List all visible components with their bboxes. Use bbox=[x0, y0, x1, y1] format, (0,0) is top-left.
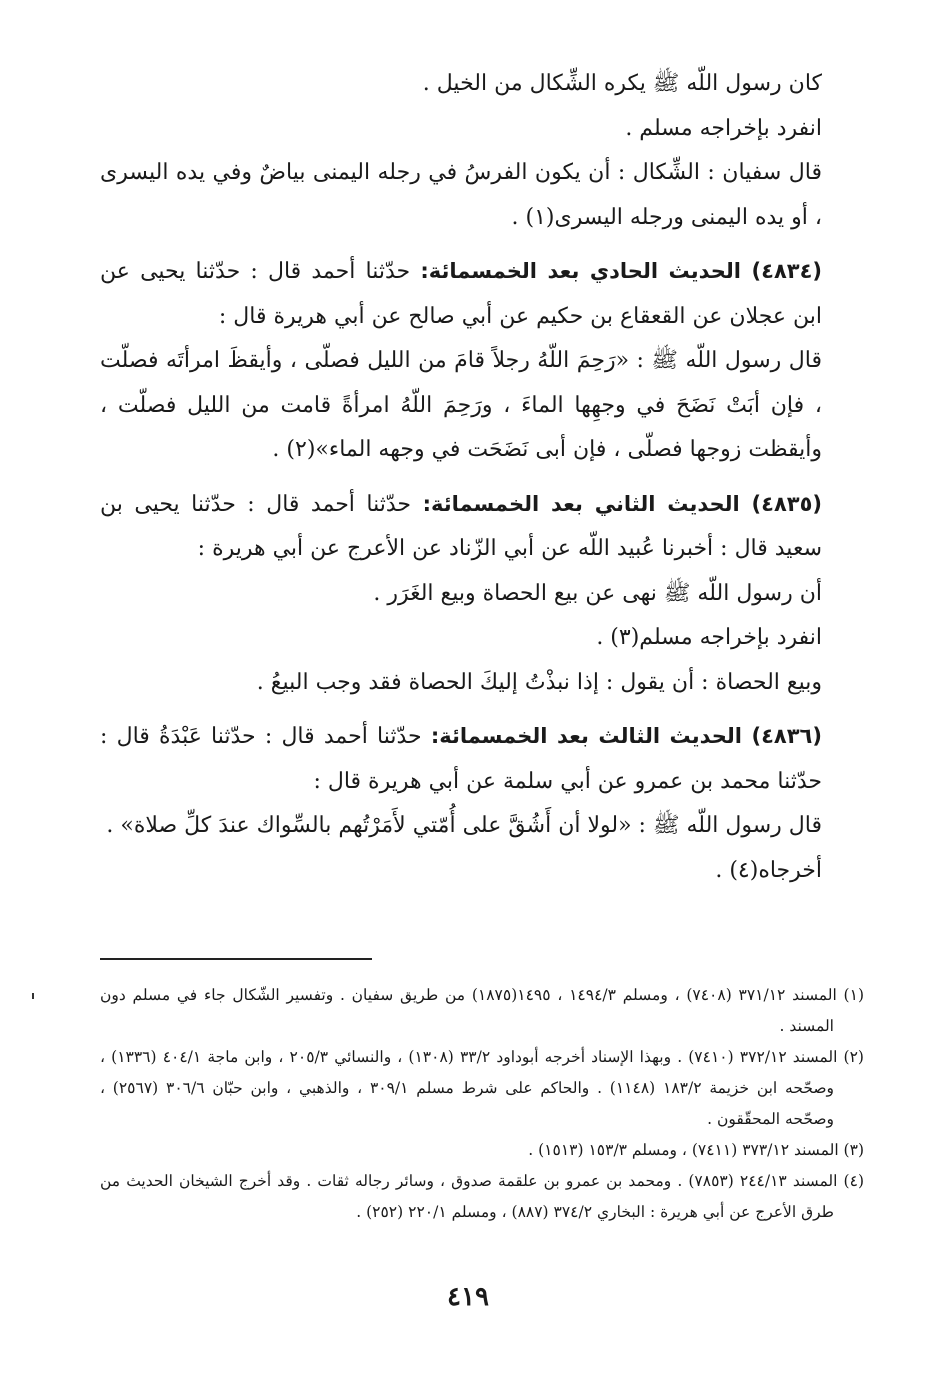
footnote: (٢) المسند ٣٧٢/١٢ (٧٤١٠) . وبهذا الإسناد أخرجه أبوداود ٣٣/٢ (١٣٠٨) ، والنسائي ٢٠٥/٣ ، وابن ماجة ٤٠٤/١ (١٣٣٦) ، وصحّحه ابن خزيمة ١٨٣/٢ (١١٤٨) . والحاكم على شرط مسلم ٣٠٩/١ ، والذهبي ، وابن حبّان ٣٠٦/٦ (٢٥٦٧) ، وصحّحه المحقّقون . bbox=[100, 1048, 864, 1128]
isnad-text: حدّثنا أحمد قال : حدّثنا عَبْدَةُ قال : حدّثنا محمد بن عمرو عن أبي سلمة عن أبي هريرة قال : bbox=[100, 724, 822, 794]
explanation-text: قال سفيان : الشِّكال : أن يكون الفرسُ في رجله اليمنى بياضٌ وفي يده اليسرى ، أو يده اليمنى ورجله اليسرى(١) . bbox=[100, 160, 822, 230]
footnotes bbox=[100, 980, 864, 1228]
footnote-separator bbox=[100, 958, 372, 960]
hadith-text: قال رسول اللّه ﷺ : «رَحِمَ اللّهُ رجلاً قامَ من الليل فصلّى ، وأيقظَ امرأتَه فصلّت ، فإن أبَتْ نَضَحَ في وجهِها الماءَ ، ورَحِمَ اللّهُ امرأةً قامت من الليل فصلّت ، وأيقظت زوجها فصلّى ، فإن أبى نَضَحَت في وجهه الماء»(٢) . bbox=[100, 348, 822, 462]
hadith-block bbox=[100, 714, 864, 804]
takhrij-note: انفرد بإخراجه مسلم . bbox=[625, 115, 822, 141]
hadith-heading: (٤٨٣٦) الحديث الثالث بعد الخمسمائة: bbox=[430, 724, 822, 748]
footnote: (٣) المسند ٣٧٣/١٢ (٧٤١١) ، ومسلم ١٥٣/٣ (١٥١٣) . bbox=[528, 1141, 864, 1159]
takhrij-note: أخرجاه(٤) . bbox=[715, 857, 822, 883]
hadith-text: أن رسول اللّه ﷺ نهى عن بيع الحصاة وبيع الغَرَر . bbox=[373, 580, 822, 606]
hadith-block bbox=[100, 249, 864, 339]
takhrij-note: انفرد بإخراجه مسلم(٣) . bbox=[596, 625, 822, 650]
hadith-text: كان رسول اللّه ﷺ يكره الشِّكال من الخيل . bbox=[422, 71, 822, 96]
hadith-heading: (٤٨٣٥) الحديث الثاني بعد الخمسمائة: bbox=[422, 491, 823, 516]
main-text bbox=[100, 62, 864, 893]
scan-mark bbox=[32, 993, 34, 999]
hadith-text: قال رسول اللّه ﷺ : «لولا أن أَشُقَّ على أُمّتي لأَمَرْتُهم بالسِّواك عندَ كلِّ صلاة» . bbox=[106, 813, 822, 838]
footnote: (١) المسند ٣٧١/١٢ (٧٤٠٨) ، ومسلم ١٤٩٤/٣ ، ١٤٩٥(١٨٧٥) من طريق سفيان . وتفسير الشّكال جاء في مسلم دون المسند . bbox=[100, 986, 864, 1035]
hadith-heading: (٤٨٣٤) الحديث الحادي بعد الخمسمائة: bbox=[420, 259, 823, 283]
page-number: ٤١٩ bbox=[447, 1282, 489, 1312]
isnad-text: حدّثنا أحمد قال : حدّثنا يحيى عن ابن عجلان عن القعقاع بن حكيم عن أبي صالح عن أبي هريرة قال : bbox=[100, 259, 822, 329]
hadith-block bbox=[100, 482, 864, 572]
explanation-text: وبيع الحصاة : أن يقول : إذا نبذْتُ إليكَ الحصاة فقد وجب البيعُ . bbox=[256, 669, 822, 695]
isnad-text: حدّثنا أحمد قال : حدّثنا يحيى بن سعيد قال : أخبرنا عُبيد اللّه عن أبي الزّناد عن الأعرج عن أبي هريرة : bbox=[100, 491, 822, 561]
footnote: (٤) المسند ٢٤٤/١٣ (٧٨٥٣) . ومحمد بن عمرو بن علقمة صدوق ، وسائر رجاله ثقات . وقد أخرج الشيخان الحديث من طرق الأعرج عن أبي هريرة : البخاري ٣٧٤/٢ (٨٨٧) ، ومسلم ٢٢٠/١ (٢٥٢) . bbox=[100, 1172, 864, 1221]
